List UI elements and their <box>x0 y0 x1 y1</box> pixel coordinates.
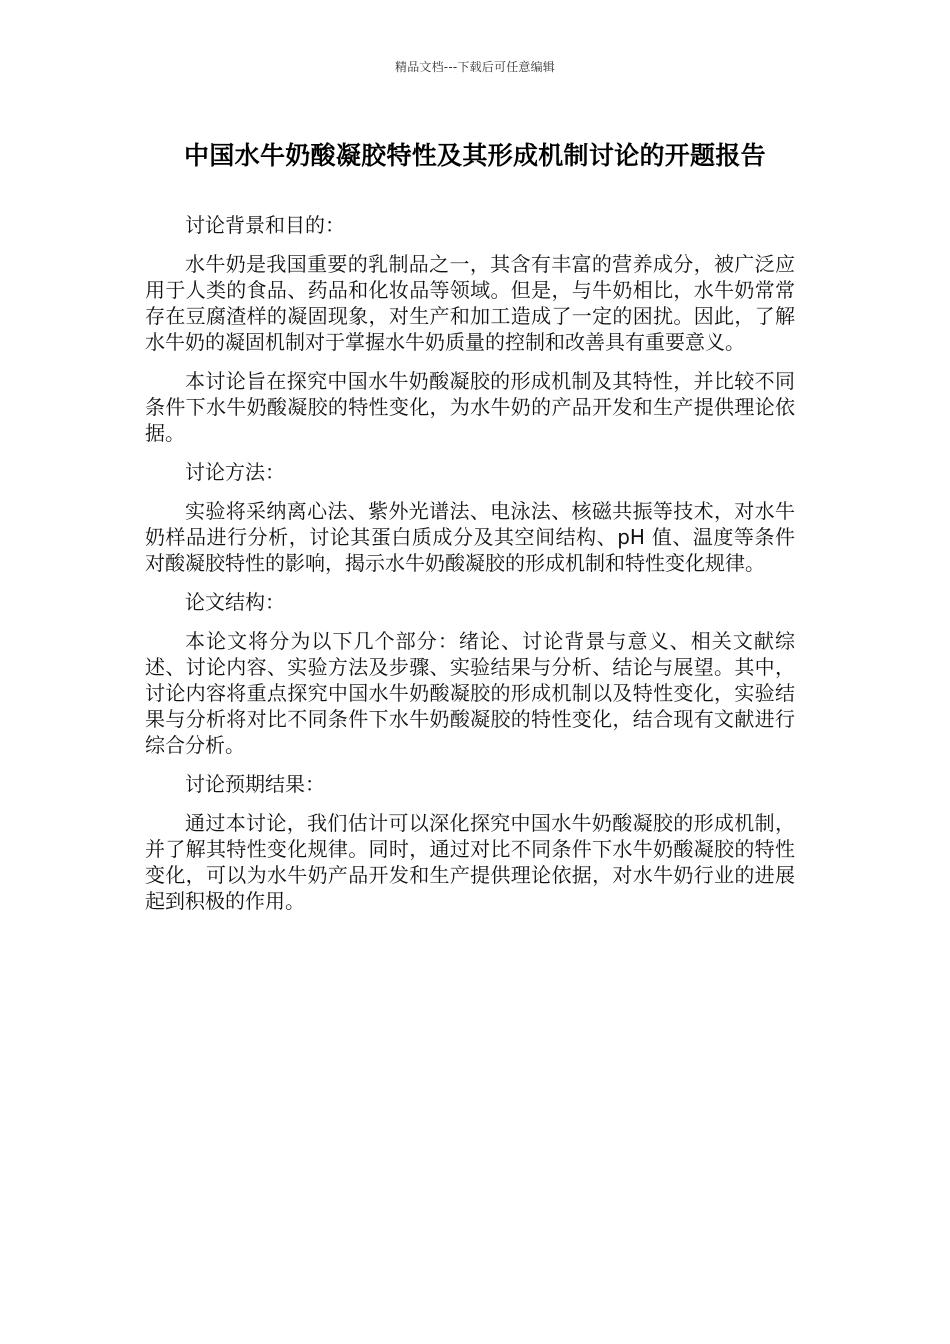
paragraph-expected-results-1: 通过本讨论，我们估计可以深化探究中国水牛奶酸凝胶的形成机制，并了解其特性变化规律。同时，通过对比不同条件下水牛奶酸凝胶的特性变化，可以为水牛奶产品开发和生产提供理论依据，对水牛奶行业的进展起到积极的作用。 <box>145 811 795 913</box>
paragraph-background-2: 本讨论旨在探究中国水牛奶酸凝胶的形成机制及其特性，并比较不同条件下水牛奶酸凝胶的特性变化，为水牛奶的产品开发和生产提供理论依据。 <box>145 369 795 445</box>
paragraph-background-1: 水牛奶是我国重要的乳制品之一，其含有丰富的营养成分，被广泛应用于人类的食品、药品和化妆品等领域。但是，与牛奶相比，水牛奶常常存在豆腐渣样的凝固现象，对生产和加工造成了一定的困扰。因此，了解水牛奶的凝固机制对于掌握水牛奶质量的控制和改善具有重要意义。 <box>145 252 795 354</box>
document-body <box>145 212 795 927</box>
paragraph-structure-1: 本论文将分为以下几个部分：绪论、讨论背景与意义、相关文献综述、讨论内容、实验方法及步骤、实验结果与分析、结论与展望。其中，讨论内容将重点探究中国水牛奶酸凝胶的形成机制以及特性变化，实验结果与分析将对比不同条件下水牛奶酸凝胶的特性变化，结合现有文献进行综合分析。 <box>145 629 795 757</box>
section-heading-structure: 论文结构： <box>185 590 285 614</box>
section-heading-background: 讨论背景和目的： <box>185 213 345 237</box>
section-heading-expected-results: 讨论预期结果： <box>185 772 325 796</box>
paragraph-methods-1: 实验将采纳离心法、紫外光谱法、电泳法、核磁共振等技术，对水牛奶样品进行分析，讨论其蛋白质成分及其空间结构、pH 值、温度等条件对酸凝胶特性的影响，揭示水牛奶酸凝胶的形成机制和特性变化规律。 <box>145 499 795 575</box>
document-title: 中国水牛奶酸凝胶特性及其形成机制讨论的开题报告 <box>184 141 766 170</box>
header-note: 精品文档---下载后可任意编辑 <box>395 60 555 74</box>
section-heading-methods: 讨论方法： <box>185 460 285 484</box>
